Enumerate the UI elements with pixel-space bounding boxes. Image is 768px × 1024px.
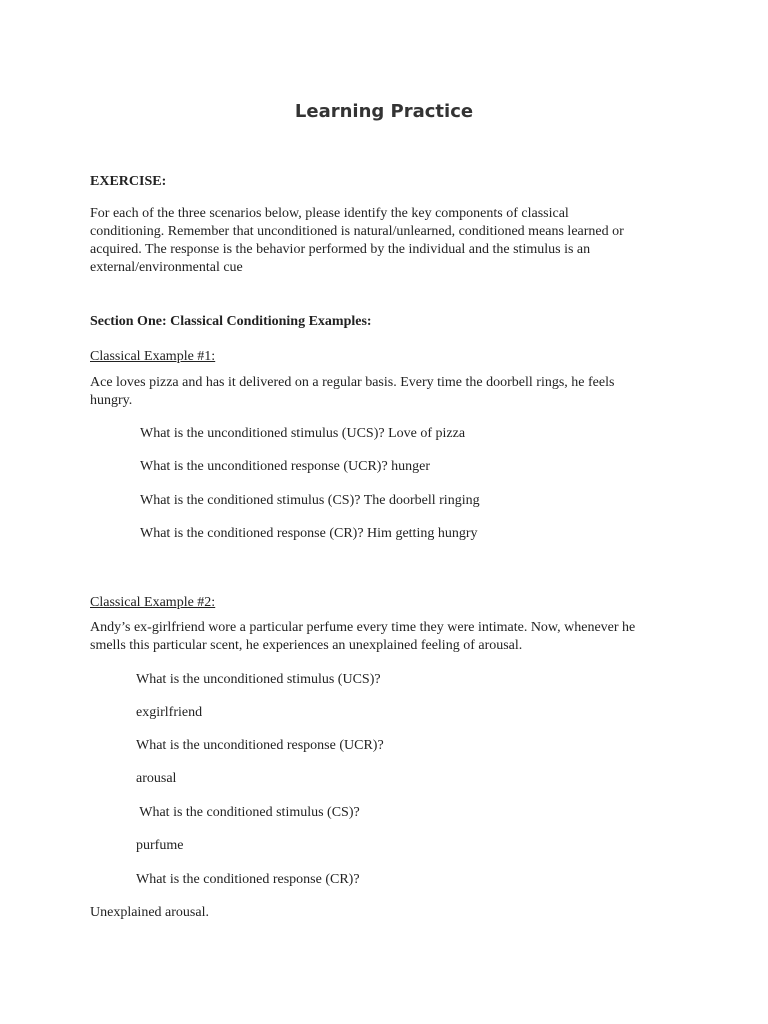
scenario-line: smells this particular scent, he experiences an unexplained feeling of arousal. [90, 638, 523, 653]
example2-cs-question: What is the conditioned stimulus (CS)? [136, 805, 360, 820]
example1-heading: Classical Example #1: [90, 349, 216, 364]
scenario-line: Ace loves pizza and has it delivered on a regular basis. Every time the doorbell rings, he feels [90, 375, 615, 390]
scenario-line: hungry. [90, 393, 133, 408]
example1-ucr-qa: What is the unconditioned response (UCR)? hunger [140, 459, 431, 474]
example1-cs-qa: What is the conditioned stimulus (CS)? The doorbell ringing [140, 493, 480, 508]
intro-line: external/environmental cue [90, 260, 243, 275]
example2-cr-question: What is the conditioned response (CR)? [136, 872, 360, 887]
intro-line: conditioning. Remember that unconditioned is natural/unlearned, conditioned means learned or [90, 224, 624, 239]
intro-line: acquired. The response is the behavior performed by the individual and the stimulus is an [90, 242, 591, 257]
example2-heading: Classical Example #2: [90, 595, 216, 610]
example2-ucr-answer: arousal [136, 771, 177, 786]
page-title: Learning Practice [294, 101, 474, 122]
section-one-heading: Section One: Classical Conditioning Examples: [90, 314, 372, 329]
example2-cs-answer: purfume [136, 838, 184, 853]
example1-ucs-qa: What is the unconditioned stimulus (UCS)? Love of pizza [140, 426, 466, 441]
scenario-line: Andy’s ex-girlfriend wore a particular perfume every time they were intimate. Now, whenever he [90, 620, 636, 635]
intro-line: For each of the three scenarios below, please identify the key components of classical [90, 206, 569, 221]
example2-ucs-answer: exgirlfriend [136, 705, 203, 720]
example2-cr-answer: Unexplained arousal. [90, 905, 209, 920]
example2-ucr-question: What is the unconditioned response (UCR)? [136, 738, 384, 753]
example2-ucs-question: What is the unconditioned stimulus (UCS)? [136, 672, 381, 687]
exercise-heading: EXERCISE: [90, 174, 167, 189]
example1-cr-qa: What is the conditioned response (CR)? Him getting hungry [140, 526, 478, 541]
